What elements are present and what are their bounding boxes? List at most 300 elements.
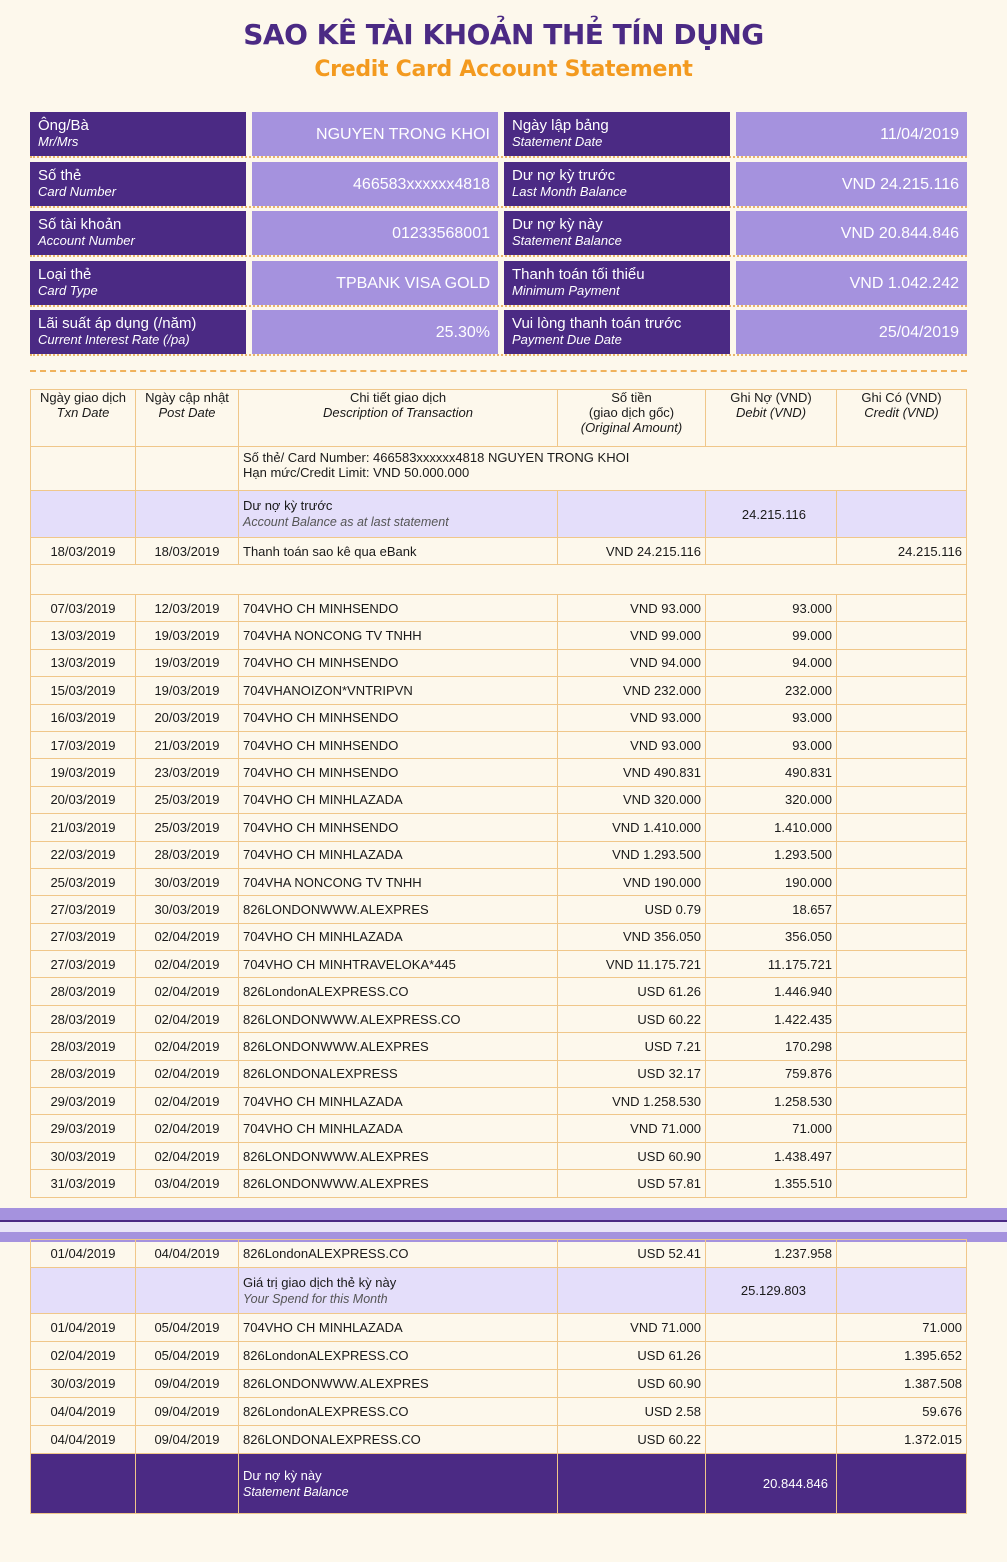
original-amount: USD 7.21 <box>558 1033 706 1060</box>
table-row <box>31 649 967 676</box>
label-en: Statement Balance <box>512 233 622 248</box>
txn-date: 30/03/2019 <box>31 1370 136 1398</box>
description: 704VHO CH MINHLAZADA <box>239 1088 558 1115</box>
original-amount: VND 99.000 <box>558 622 706 649</box>
cell-empty <box>31 1268 136 1314</box>
table-row <box>31 1060 967 1087</box>
label-en: Last Month Balance <box>512 183 627 199</box>
header-vi: Ngày cập nhật <box>145 390 229 405</box>
original-amount: USD 60.90 <box>558 1142 706 1169</box>
debit-amount: 11.175.721 <box>706 951 837 978</box>
txn-date: 27/03/2019 <box>31 896 136 923</box>
prev-balance-row <box>31 491 967 538</box>
label-en: Account Balance as at last statement <box>243 515 449 529</box>
post-date: 02/04/2019 <box>136 1115 239 1142</box>
info-value: 25/04/2019 <box>736 310 967 354</box>
original-amount: USD 0.79 <box>558 896 706 923</box>
txn-date: 30/03/2019 <box>31 1142 136 1169</box>
info-value: NGUYEN TRONG KHOI <box>252 112 498 156</box>
header-en: (Original Amount) <box>580 420 683 435</box>
table-header <box>31 390 967 447</box>
label-vi: Vui lòng thanh toán trước <box>512 315 682 332</box>
header-en: Post Date <box>158 405 216 420</box>
debit-amount: 1.410.000 <box>706 814 837 841</box>
debit-amount: 1.446.940 <box>706 978 837 1005</box>
description: 826LONDONWWW.ALEXPRES <box>239 1142 558 1169</box>
original-amount: USD 60.22 <box>558 1426 706 1454</box>
label-vi: Dư nợ kỳ trước <box>512 166 616 184</box>
txn-date: 04/04/2019 <box>31 1398 136 1426</box>
description: 826LONDONWWW.ALEXPRES <box>239 1370 558 1398</box>
post-date: 04/04/2019 <box>136 1240 239 1268</box>
debit-amount: 490.831 <box>706 759 837 786</box>
table-row <box>31 759 967 786</box>
cell-empty <box>31 491 136 538</box>
credit-amount <box>837 1142 967 1169</box>
info-label <box>30 310 246 354</box>
cell-empty <box>136 447 239 491</box>
label-vi: Dư nợ kỳ trước <box>243 498 333 513</box>
cell-empty <box>31 1454 136 1514</box>
description: 826LONDONWWW.ALEXPRES <box>239 1033 558 1060</box>
debit-amount: 356.050 <box>706 923 837 950</box>
cell-empty <box>837 1268 967 1314</box>
original-amount: VND 320.000 <box>558 786 706 813</box>
credit-limit-line: Hạn mức/Credit Limit: VND 50.000.000 <box>243 465 470 480</box>
table-row <box>31 1314 967 1342</box>
credit-amount: 24.215.116 <box>837 538 967 565</box>
txn-date: 13/03/2019 <box>31 649 136 676</box>
debit-amount <box>706 1398 837 1426</box>
header-vi: Ghi Có (VND) <box>861 390 942 405</box>
label-en: Minimum Payment <box>512 282 620 298</box>
description: 826LondonALEXPRESS.CO <box>239 1240 558 1268</box>
post-date: 02/04/2019 <box>136 1088 239 1115</box>
txn-date: 22/03/2019 <box>31 841 136 868</box>
credit-amount <box>837 759 967 786</box>
table-row <box>31 1005 967 1032</box>
info-label <box>30 162 246 206</box>
label-vi: Số tài khoản <box>38 216 122 233</box>
txn-date: 29/03/2019 <box>31 1115 136 1142</box>
credit-amount: 71.000 <box>837 1314 967 1342</box>
debit-amount: 93.000 <box>706 595 837 622</box>
txn-date: 01/04/2019 <box>31 1240 136 1268</box>
header-txn-date <box>31 390 136 447</box>
table-row <box>31 786 967 813</box>
info-row <box>30 162 967 208</box>
prev-balance-label <box>239 491 558 538</box>
spend-row <box>31 1268 967 1314</box>
statement-title: SAO KÊ TÀI KHOẢN THẺ TÍN DỤNG <box>243 18 764 51</box>
txn-date: 16/03/2019 <box>31 704 136 731</box>
debit-amount: 1.438.497 <box>706 1142 837 1169</box>
original-amount: USD 52.41 <box>558 1240 706 1268</box>
txn-date: 18/03/2019 <box>31 538 136 565</box>
credit-amount <box>837 677 967 704</box>
debit-amount: 759.876 <box>706 1060 837 1087</box>
txn-date: 28/03/2019 <box>31 978 136 1005</box>
post-date: 09/04/2019 <box>136 1370 239 1398</box>
table-row <box>31 1426 967 1454</box>
original-amount: VND 356.050 <box>558 923 706 950</box>
description: 704VHO CH MINHSENDO <box>239 649 558 676</box>
header-credit <box>837 390 967 447</box>
credit-amount <box>837 841 967 868</box>
cell-empty <box>136 1454 239 1514</box>
credit-amount: 1.372.015 <box>837 1426 967 1454</box>
info-label <box>504 261 730 305</box>
original-amount: VND 190.000 <box>558 868 706 895</box>
card-info <box>239 447 967 491</box>
info-value: VND 20.844.846 <box>736 211 967 255</box>
label-vi: Thanh toán tối thiểu <box>512 265 645 283</box>
original-amount: USD 32.17 <box>558 1060 706 1087</box>
post-date: 05/04/2019 <box>136 1342 239 1370</box>
description: 704VHO CH MINHLAZADA <box>239 786 558 813</box>
credit-amount: 59.676 <box>837 1398 967 1426</box>
original-amount: VND 93.000 <box>558 704 706 731</box>
header-amount <box>558 390 706 447</box>
txn-date: 21/03/2019 <box>31 814 136 841</box>
post-date: 21/03/2019 <box>136 731 239 758</box>
info-row <box>30 261 967 307</box>
debit-amount <box>706 538 837 565</box>
post-date: 02/04/2019 <box>136 951 239 978</box>
debit-amount: 99.000 <box>706 622 837 649</box>
info-value: 466583xxxxxx4818 <box>252 162 498 206</box>
post-date: 02/04/2019 <box>136 1142 239 1169</box>
credit-amount: 1.387.508 <box>837 1370 967 1398</box>
header-vi: Số tiền <box>611 390 652 405</box>
credit-amount <box>837 595 967 622</box>
credit-amount <box>837 868 967 895</box>
cell-empty <box>558 1454 706 1514</box>
description: 704VHA NONCONG TV TNHH <box>239 622 558 649</box>
description: 826LONDONWWW.ALEXPRESS.CO <box>239 1005 558 1032</box>
info-value: TPBANK VISA GOLD <box>252 261 498 305</box>
statement-balance-debit: 20.844.846 <box>706 1454 837 1514</box>
description: 704VHA NONCONG TV TNHH <box>239 868 558 895</box>
table-row <box>31 814 967 841</box>
debit-amount: 93.000 <box>706 704 837 731</box>
txn-date: 19/03/2019 <box>31 759 136 786</box>
description: 704VHANOIZON*VNTRIPVN <box>239 677 558 704</box>
label-vi: Ông/Bà <box>38 117 89 134</box>
post-date: 09/04/2019 <box>136 1398 239 1426</box>
page-break-band <box>0 1208 1007 1242</box>
info-label <box>30 261 246 305</box>
table-row <box>31 1398 967 1426</box>
header-en: Debit (VND) <box>735 405 807 420</box>
description: 704VHO CH MINHSENDO <box>239 595 558 622</box>
txn-date: 27/03/2019 <box>31 951 136 978</box>
header-vi: Ngày giao dịch <box>40 390 126 405</box>
original-amount: VND 93.000 <box>558 731 706 758</box>
header-en: Txn Date <box>56 405 110 420</box>
description: 826LondonALEXPRESS.CO <box>239 1398 558 1426</box>
table-row <box>31 951 967 978</box>
debit-amount: 1.293.500 <box>706 841 837 868</box>
info-row <box>30 211 967 257</box>
original-amount: VND 1.410.000 <box>558 814 706 841</box>
post-date: 05/04/2019 <box>136 1314 239 1342</box>
original-amount: VND 1.293.500 <box>558 841 706 868</box>
debit-amount: 232.000 <box>706 677 837 704</box>
table-row <box>31 1142 967 1169</box>
credit-amount <box>837 704 967 731</box>
info-value: 11/04/2019 <box>736 112 967 156</box>
label-vi: Dư nợ kỳ này <box>512 216 603 233</box>
original-amount: USD 2.58 <box>558 1398 706 1426</box>
original-amount: VND 94.000 <box>558 649 706 676</box>
cell-empty <box>558 491 706 538</box>
table-row <box>31 1033 967 1060</box>
band-stripe <box>0 1208 1007 1220</box>
cell-empty <box>558 1268 706 1314</box>
txn-date: 28/03/2019 <box>31 1005 136 1032</box>
debit-amount: 94.000 <box>706 649 837 676</box>
table-row <box>31 1370 967 1398</box>
header-description <box>239 390 558 447</box>
txn-date: 28/03/2019 <box>31 1060 136 1087</box>
header-post-date <box>136 390 239 447</box>
post-date: 03/04/2019 <box>136 1170 239 1197</box>
table-row <box>31 677 967 704</box>
txn-date: 31/03/2019 <box>31 1170 136 1197</box>
original-amount: VND 490.831 <box>558 759 706 786</box>
credit-amount <box>837 923 967 950</box>
header-en: Credit (VND) <box>864 405 939 420</box>
original-amount: VND 24.215.116 <box>558 538 706 565</box>
table-row <box>31 1170 967 1197</box>
original-amount: VND 232.000 <box>558 677 706 704</box>
txn-date: 25/03/2019 <box>31 868 136 895</box>
debit-amount <box>706 1426 837 1454</box>
debit-amount <box>706 1314 837 1342</box>
post-date: 02/04/2019 <box>136 1005 239 1032</box>
description: 826LondonALEXPRESS.CO <box>239 1342 558 1370</box>
label-vi: Giá trị giao dịch thẻ kỳ này <box>243 1274 397 1290</box>
credit-amount <box>837 896 967 923</box>
label-en: Card Type <box>38 282 98 298</box>
post-date: 30/03/2019 <box>136 896 239 923</box>
header-vi2: (giao dịch gốc) <box>588 405 675 420</box>
credit-amount <box>837 622 967 649</box>
original-amount: USD 61.26 <box>558 978 706 1005</box>
post-date: 25/03/2019 <box>136 814 239 841</box>
post-date: 02/04/2019 <box>136 1060 239 1087</box>
cell-empty <box>136 1268 239 1314</box>
txn-date: 15/03/2019 <box>31 677 136 704</box>
credit-amount: 1.395.652 <box>837 1342 967 1370</box>
cell-empty <box>837 491 967 538</box>
cell-empty <box>31 565 967 595</box>
label-vi: Số thẻ <box>38 166 82 184</box>
original-amount: USD 57.81 <box>558 1170 706 1197</box>
band-stripe <box>0 1222 1007 1232</box>
label-en: Current Interest Rate (/pa) <box>38 332 190 347</box>
post-date: 09/04/2019 <box>136 1426 239 1454</box>
description: 704VHO CH MINHSENDO <box>239 759 558 786</box>
credit-amount <box>837 1240 967 1268</box>
description: 826LONDONALEXPRESS.CO <box>239 1426 558 1454</box>
spend-debit: 25.129.803 <box>706 1268 837 1314</box>
table-row <box>31 1088 967 1115</box>
label-vi: Dư nợ kỳ này <box>243 1467 322 1483</box>
info-label <box>504 211 730 255</box>
statement-balance-label <box>239 1454 558 1514</box>
header-en: Description of Transaction <box>322 405 474 420</box>
info-label <box>504 310 730 354</box>
debit-amount: 190.000 <box>706 868 837 895</box>
credit-amount <box>837 786 967 813</box>
credit-amount <box>837 1033 967 1060</box>
info-label <box>504 162 730 206</box>
label-en: Card Number <box>38 183 117 199</box>
original-amount: VND 93.000 <box>558 595 706 622</box>
description: 826LONDONWWW.ALEXPRES <box>239 896 558 923</box>
label-en: Mr/Mrs <box>38 134 79 149</box>
debit-amount: 320.000 <box>706 786 837 813</box>
description: 826LONDONWWW.ALEXPRES <box>239 1170 558 1197</box>
txn-date: 29/03/2019 <box>31 1088 136 1115</box>
credit-amount <box>837 951 967 978</box>
label-en: Statement Balance <box>243 1484 349 1499</box>
txn-date: 13/03/2019 <box>31 622 136 649</box>
debit-amount <box>706 1342 837 1370</box>
credit-amount <box>837 1170 967 1197</box>
transactions-table-continued <box>30 1239 967 1514</box>
table-row <box>31 731 967 758</box>
label-en: Account Number <box>38 233 135 248</box>
section-divider <box>30 370 967 372</box>
credit-amount <box>837 1060 967 1087</box>
card-number-line: Số thẻ/ Card Number: 466583xxxxxx4818 NGUYEN TRONG KHOI <box>243 450 630 465</box>
table-row <box>31 622 967 649</box>
info-label <box>504 112 730 156</box>
original-amount: USD 60.22 <box>558 1005 706 1032</box>
original-amount: USD 61.26 <box>558 1342 706 1370</box>
post-date: 02/04/2019 <box>136 923 239 950</box>
header-vi: Ghi Nợ (VND) <box>730 390 812 405</box>
debit-amount: 170.298 <box>706 1033 837 1060</box>
post-date: 28/03/2019 <box>136 841 239 868</box>
txn-date: 27/03/2019 <box>31 923 136 950</box>
description: 826LONDONALEXPRESS <box>239 1060 558 1087</box>
prev-balance-debit: 24.215.116 <box>706 491 837 538</box>
info-value: 25.30% <box>252 310 498 354</box>
credit-amount <box>837 978 967 1005</box>
debit-amount: 18.657 <box>706 896 837 923</box>
info-value: 01233568001 <box>252 211 498 255</box>
credit-amount <box>837 1005 967 1032</box>
description: Thanh toán sao kê qua eBank <box>239 538 558 565</box>
info-label <box>30 112 246 156</box>
description: 704VHO CH MINHSENDO <box>239 731 558 758</box>
post-date: 02/04/2019 <box>136 1033 239 1060</box>
debit-amount: 71.000 <box>706 1115 837 1142</box>
post-date: 25/03/2019 <box>136 786 239 813</box>
debit-amount: 1.422.435 <box>706 1005 837 1032</box>
txn-date: 01/04/2019 <box>31 1314 136 1342</box>
debit-amount: 93.000 <box>706 731 837 758</box>
description: 704VHO CH MINHLAZADA <box>239 923 558 950</box>
label-en: Statement Date <box>512 134 603 149</box>
card-info-row <box>31 447 967 491</box>
description: 704VHO CH MINHLAZADA <box>239 841 558 868</box>
credit-amount <box>837 731 967 758</box>
description: 704VHO CH MINHSENDO <box>239 814 558 841</box>
spacer-row <box>31 565 967 595</box>
post-date: 19/03/2019 <box>136 622 239 649</box>
table-row <box>31 841 967 868</box>
txn-date: 07/03/2019 <box>31 595 136 622</box>
statement-balance-row <box>31 1454 967 1514</box>
txn-date: 17/03/2019 <box>31 731 136 758</box>
original-amount: USD 60.90 <box>558 1370 706 1398</box>
original-amount: VND 11.175.721 <box>558 951 706 978</box>
description: 704VHO CH MINHLAZADA <box>239 1115 558 1142</box>
table-row <box>31 1240 967 1268</box>
credit-amount <box>837 649 967 676</box>
table-row <box>31 978 967 1005</box>
spend-label <box>239 1268 558 1314</box>
original-amount: VND 71.000 <box>558 1314 706 1342</box>
debit-amount: 1.258.530 <box>706 1088 837 1115</box>
debit-amount: 1.355.510 <box>706 1170 837 1197</box>
description: 704VHO CH MINHSENDO <box>239 704 558 731</box>
post-date: 12/03/2019 <box>136 595 239 622</box>
debit-amount <box>706 1370 837 1398</box>
table-row <box>31 704 967 731</box>
account-info-panel <box>30 112 967 360</box>
table-row <box>31 1342 967 1370</box>
table-row <box>31 1115 967 1142</box>
description: 704VHO CH MINHLAZADA <box>239 1314 558 1342</box>
info-row <box>30 112 967 158</box>
txn-date: 28/03/2019 <box>31 1033 136 1060</box>
description: 826LondonALEXPRESS.CO <box>239 978 558 1005</box>
post-date: 02/04/2019 <box>136 978 239 1005</box>
credit-amount <box>837 814 967 841</box>
credit-amount <box>837 1115 967 1142</box>
info-label <box>30 211 246 255</box>
txn-date: 02/04/2019 <box>31 1342 136 1370</box>
credit-amount <box>837 1088 967 1115</box>
post-date: 23/03/2019 <box>136 759 239 786</box>
label-vi: Lãi suất áp dụng (/năm) <box>38 315 197 332</box>
original-amount: VND 1.258.530 <box>558 1088 706 1115</box>
info-value: VND 24.215.116 <box>736 162 967 206</box>
cell-empty <box>837 1454 967 1514</box>
transactions-table <box>30 389 967 1198</box>
label-en: Your Spend for this Month <box>243 1291 388 1306</box>
label-vi: Loại thẻ <box>38 265 92 283</box>
table-row <box>31 896 967 923</box>
statement-subtitle: Credit Card Account Statement <box>314 57 693 82</box>
label-en: Payment Due Date <box>512 332 622 347</box>
post-date: 19/03/2019 <box>136 649 239 676</box>
table-row <box>31 923 967 950</box>
original-amount: VND 71.000 <box>558 1115 706 1142</box>
table-row <box>31 868 967 895</box>
info-row <box>30 310 967 356</box>
txn-date: 20/03/2019 <box>31 786 136 813</box>
txn-date: 04/04/2019 <box>31 1426 136 1454</box>
post-date: 18/03/2019 <box>136 538 239 565</box>
debit-amount: 1.237.958 <box>706 1240 837 1268</box>
